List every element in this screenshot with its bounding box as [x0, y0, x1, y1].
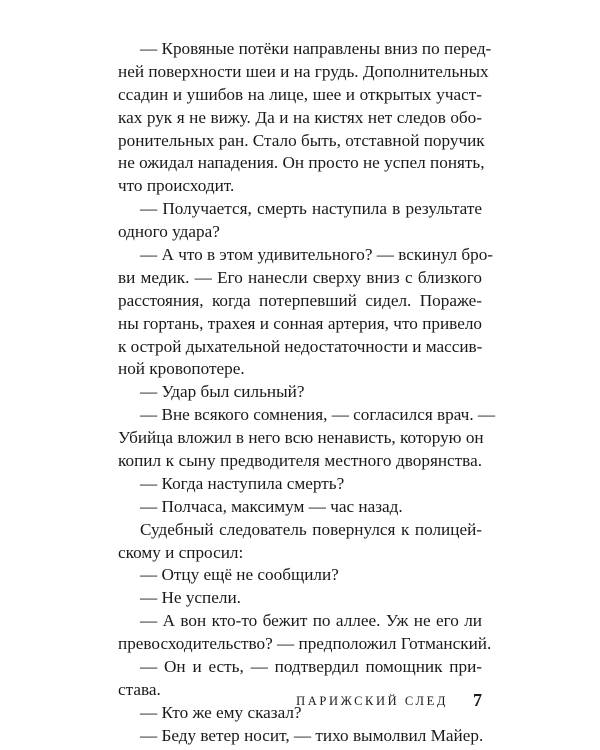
text-line: — Когда наступила смерть?: [140, 473, 345, 493]
text-line: — Не успели.: [140, 588, 241, 608]
text-line: — Отцу ещё не сообщили?: [140, 565, 339, 585]
text-line: става.: [118, 679, 161, 699]
body-text: [118, 38, 496, 748]
text-line: копил к сыну предводителя местного дворянства.: [118, 451, 482, 471]
page-footer: [118, 692, 482, 716]
text-line: — Получается, смерть наступила в результате: [140, 199, 482, 219]
running-title: ПАРИЖСКИЙ СЛЕД: [296, 694, 448, 708]
text-line: ней поверхности шеи и на грудь. Дополнительных: [118, 61, 489, 81]
text-line: ной кровопотере.: [118, 359, 245, 379]
text-line: что происходит.: [118, 176, 235, 196]
page-number: 7: [473, 690, 482, 710]
text-line: ссадин и ушибов на лице, шее и открытых участ-: [118, 84, 482, 104]
text-line: — Кто же ему сказал?: [140, 702, 302, 722]
text-line: не ожидал нападения. Он просто не успел понять,: [118, 153, 485, 173]
text-line: — Полчаса, максимум — час назад.: [140, 496, 403, 516]
text-line: ви медик. — Его нанесли сверху вниз с близкого: [118, 267, 482, 287]
text-line: — А что в этом удивительного? — вскинул бро-: [140, 245, 494, 265]
text-line: — Удар был сильный?: [140, 382, 305, 402]
text-line: превосходительство? — предположил Готманский.: [118, 634, 492, 654]
text-line: — Беду ветер носит, — тихо вымолвил Майер.: [140, 725, 484, 745]
text-line: — Вне всякого сомнения, — согласился врач. —: [140, 405, 496, 425]
text-line: — Кровяные потёки направлены вниз по перед-: [140, 39, 492, 58]
text-line: ронительных ран. Стало быть, отставной поручик: [118, 130, 485, 150]
text-line: одного удара?: [118, 222, 220, 242]
text-line: — Он и есть, — подтвердил помощник при-: [140, 657, 482, 677]
text-line: Убийца вложил в него всю ненависть, которую он: [118, 428, 484, 448]
text-line: — А вон кто-то бежит по аллее. Уж не его ли: [140, 611, 482, 631]
text-line: к острой дыхательной недостаточности и массив-: [118, 336, 483, 356]
text-line: ны гортань, трахея и сонная артерия, что привело: [118, 313, 482, 333]
text-line: ках рук я не вижу. Да и на кистях нет следов обо-: [118, 107, 482, 127]
text-line: расстояния, когда потерпевший сидел. Пораже-: [118, 290, 482, 310]
text-line: скому и спросил:: [118, 542, 244, 562]
text-line: Судебный следователь повернулся к полицей-: [140, 519, 482, 539]
